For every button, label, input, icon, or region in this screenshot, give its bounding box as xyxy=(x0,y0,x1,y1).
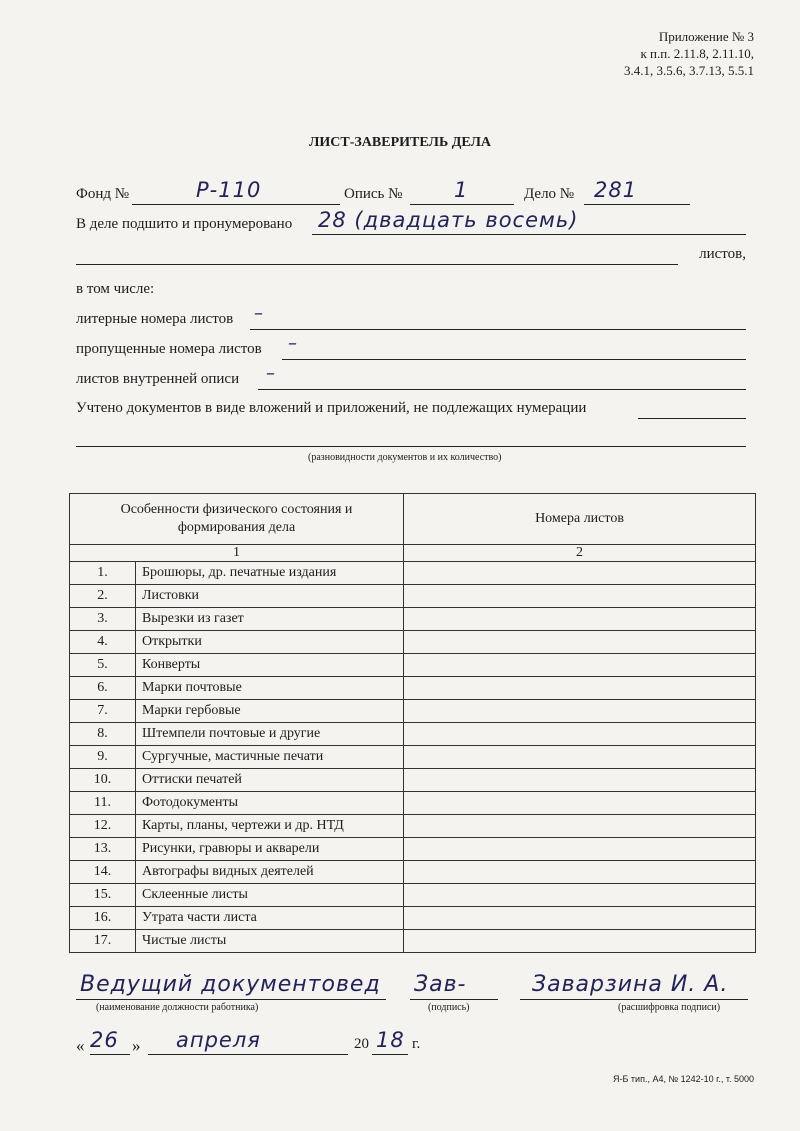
sheets-line xyxy=(76,246,678,265)
date-month: апреля xyxy=(176,1028,261,1052)
literal-value: – xyxy=(254,303,264,324)
table-row xyxy=(70,631,756,654)
row-sheet-numbers xyxy=(404,861,756,884)
row-label: Автографы видных деятелей xyxy=(136,861,404,884)
row-label: Брошюры, др. печатные издания xyxy=(136,562,404,585)
row-sheet-numbers xyxy=(404,723,756,746)
row-label: Склеенные листы xyxy=(136,884,404,907)
row-label: Оттиски печатей xyxy=(136,769,404,792)
table-row xyxy=(70,884,756,907)
signature-caption: (подпись) xyxy=(428,1002,470,1013)
fond-row xyxy=(76,178,746,206)
sheets-row xyxy=(76,246,746,266)
position-value: Ведущий документовед xyxy=(80,972,381,997)
row-label: Марки гербовые xyxy=(136,700,404,723)
missing-label: пропущенные номера листов xyxy=(76,341,262,357)
row-number: 6. xyxy=(70,677,136,700)
row-sheet-numbers xyxy=(404,631,756,654)
appendix-line-1: Приложение № 3 xyxy=(658,29,754,44)
docs-label: Учтено документов в виде вложений и приложений, не подлежащих нумерации xyxy=(76,400,587,416)
row-number: 3. xyxy=(70,608,136,631)
row-label: Штемпели почтовые и другие xyxy=(136,723,404,746)
date-day: 26 xyxy=(90,1028,119,1052)
row-label: Открытки xyxy=(136,631,404,654)
missing-row xyxy=(76,333,746,361)
literal-label: литерные номера листов xyxy=(76,311,234,327)
row-sheet-numbers xyxy=(404,585,756,608)
row-label: Листовки xyxy=(136,585,404,608)
row-number: 12. xyxy=(70,815,136,838)
row-number: 14. xyxy=(70,861,136,884)
row-number: 15. xyxy=(70,884,136,907)
table-row xyxy=(70,792,756,815)
name-line xyxy=(520,998,748,1000)
appendix-line-3: 3.4.1, 3.5.6, 3.7.13, 5.5.1 xyxy=(624,63,754,78)
table-header-features: Особенности физического состояния и формирования дела xyxy=(70,494,404,545)
row-sheet-numbers xyxy=(404,769,756,792)
inner-label: листов внутренней описи xyxy=(76,371,240,387)
row-number: 1. xyxy=(70,562,136,585)
row-label: Утрата части листа xyxy=(136,907,404,930)
missing-line xyxy=(282,341,746,360)
document-title: ЛИСТ-ЗАВЕРИТЕЛЬ ДЕЛА xyxy=(308,135,492,150)
row-sheet-numbers xyxy=(404,930,756,953)
sign-line xyxy=(410,998,498,1000)
inner-row xyxy=(76,363,746,391)
position-line xyxy=(76,998,386,1000)
row-number: 8. xyxy=(70,723,136,746)
sewn-label: В деле подшито и пронумеровано xyxy=(76,216,293,232)
table-row xyxy=(70,861,756,884)
row-sheet-numbers xyxy=(404,838,756,861)
fond-value: Р-110 xyxy=(196,178,262,202)
docs-line xyxy=(638,400,746,419)
row-sheet-numbers xyxy=(404,815,756,838)
row-sheet-numbers xyxy=(404,746,756,769)
row-label: Конверты xyxy=(136,654,404,677)
date-open-quote: « xyxy=(76,1036,85,1055)
fond-label: Фонд № xyxy=(76,186,130,202)
table-row xyxy=(70,930,756,953)
table-row xyxy=(70,585,756,608)
appendix-note xyxy=(624,28,754,79)
sewn-value: 28 (двадцать восемь) xyxy=(318,208,579,232)
column-number-row xyxy=(70,545,756,562)
date-year-unit: г. xyxy=(412,1036,421,1052)
table-row xyxy=(70,654,756,677)
row-sheet-numbers xyxy=(404,677,756,700)
row-number: 9. xyxy=(70,746,136,769)
missing-value: – xyxy=(288,333,298,354)
literal-row xyxy=(76,303,746,331)
table-row xyxy=(70,723,756,746)
opis-label: Опись № xyxy=(344,186,403,202)
row-label: Рисунки, гравюры и акварели xyxy=(136,838,404,861)
docs-row xyxy=(76,400,746,420)
table-row xyxy=(70,700,756,723)
date-year-suffix: 18 xyxy=(376,1028,405,1052)
table-row xyxy=(70,769,756,792)
name-caption: (расшифровка подписи) xyxy=(618,1002,721,1013)
row-sheet-numbers xyxy=(404,654,756,677)
row-sheet-numbers xyxy=(404,700,756,723)
row-sheet-numbers xyxy=(404,562,756,585)
row-number: 4. xyxy=(70,631,136,654)
row-label: Марки почтовые xyxy=(136,677,404,700)
row-number: 10. xyxy=(70,769,136,792)
row-number: 17. xyxy=(70,930,136,953)
row-label: Вырезки из газет xyxy=(136,608,404,631)
appendix-line-2: к п.п. 2.11.8, 2.11.10, xyxy=(640,46,754,61)
inner-line xyxy=(258,371,746,390)
date-row xyxy=(76,1028,476,1056)
row-sheet-numbers xyxy=(404,884,756,907)
position-caption: (наименование должности работника) xyxy=(96,1002,259,1013)
docs-extra-line xyxy=(76,428,746,447)
row-label: Сургучные, мастичные печати xyxy=(136,746,404,769)
signature-value: Зав- xyxy=(414,972,467,997)
row-sheet-numbers xyxy=(404,792,756,815)
row-label: Карты, планы, чертежи и др. НТД xyxy=(136,815,404,838)
date-year-prefix: 20 xyxy=(354,1036,369,1052)
row-number: 11. xyxy=(70,792,136,815)
column-number-2: 2 xyxy=(404,545,756,562)
table-header-sheet-numbers: Номера листов xyxy=(404,494,756,545)
row-label: Фотодокументы xyxy=(136,792,404,815)
sewn-row xyxy=(76,208,746,236)
condition-table xyxy=(69,493,756,953)
table-row xyxy=(70,608,756,631)
literal-line xyxy=(250,311,746,330)
table-row xyxy=(70,562,756,585)
table-row xyxy=(70,907,756,930)
name-value: Заварзина И. А. xyxy=(532,972,729,997)
row-number: 7. xyxy=(70,700,136,723)
table-row xyxy=(70,746,756,769)
docs-extra-row xyxy=(76,428,746,448)
print-footer: Я-Б тип., А4, № 1242-10 г., т. 5000 xyxy=(613,1074,754,1084)
row-label: Чистые листы xyxy=(136,930,404,953)
row-number: 16. xyxy=(70,907,136,930)
row-sheet-numbers xyxy=(404,907,756,930)
docs-caption: (разновидности документов и их количество) xyxy=(308,452,502,463)
including-label: в том числе: xyxy=(76,281,155,297)
including-row xyxy=(76,281,746,301)
sheets-label: листов, xyxy=(699,246,746,262)
row-sheet-numbers xyxy=(404,608,756,631)
inner-value: – xyxy=(266,363,276,384)
opis-value: 1 xyxy=(454,178,469,202)
date-close-quote: » xyxy=(132,1036,141,1055)
delo-value: 281 xyxy=(594,178,638,202)
table-row xyxy=(70,815,756,838)
row-number: 5. xyxy=(70,654,136,677)
table-row xyxy=(70,677,756,700)
delo-label: Дело № xyxy=(524,186,575,202)
table-row xyxy=(70,838,756,861)
column-number-1: 1 xyxy=(70,545,404,562)
row-number: 2. xyxy=(70,585,136,608)
row-number: 13. xyxy=(70,838,136,861)
